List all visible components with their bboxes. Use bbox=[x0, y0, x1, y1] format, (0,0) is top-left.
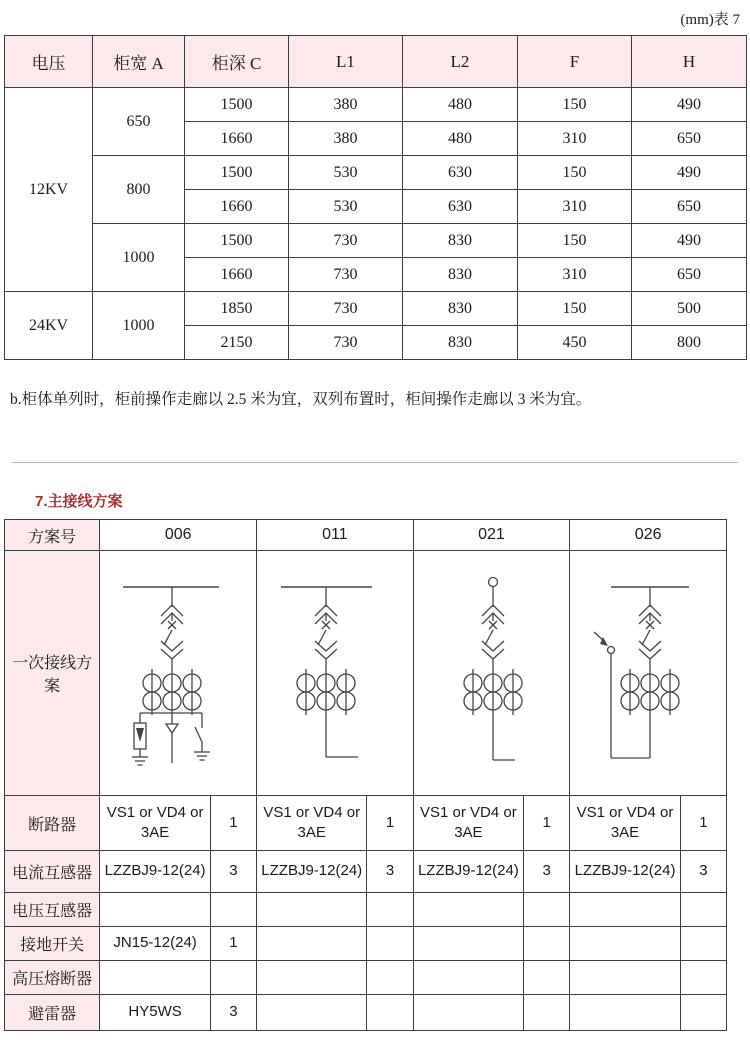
model-cell bbox=[257, 961, 367, 995]
model-cell bbox=[413, 927, 523, 961]
table-cell: 830 bbox=[403, 326, 518, 360]
table-cell: 480 bbox=[403, 88, 518, 122]
table-cell: 500 bbox=[632, 292, 747, 326]
qty-cell bbox=[210, 893, 256, 927]
model-cell: VS1 or VD4 or 3AE bbox=[570, 796, 680, 851]
qty-cell: 1 bbox=[524, 796, 570, 851]
model-cell: LZZBJ9-12(24) bbox=[413, 851, 523, 893]
table-cell: 150 bbox=[518, 292, 632, 326]
model-cell: LZZBJ9-12(24) bbox=[100, 851, 210, 893]
table-cell: 1660 bbox=[185, 122, 289, 156]
model-cell bbox=[257, 927, 367, 961]
model-cell bbox=[413, 995, 523, 1031]
model-cell: HY5WS bbox=[100, 995, 210, 1031]
dimension-table bbox=[4, 35, 747, 360]
qty-cell bbox=[367, 893, 413, 927]
qty-cell bbox=[524, 961, 570, 995]
single-line-diagram-011 bbox=[257, 551, 413, 795]
model-cell bbox=[100, 893, 210, 927]
qty-cell bbox=[680, 995, 726, 1031]
table-cell: 730 bbox=[289, 326, 403, 360]
table-cell: 730 bbox=[289, 224, 403, 258]
table-cell: 310 bbox=[518, 190, 632, 224]
table-cell: 830 bbox=[403, 258, 518, 292]
model-cell bbox=[413, 893, 523, 927]
width-cell-800: 800 bbox=[93, 156, 185, 224]
qty-cell bbox=[680, 961, 726, 995]
table-cell: 450 bbox=[518, 326, 632, 360]
table-cell: 310 bbox=[518, 258, 632, 292]
component-row-current-transformer bbox=[5, 851, 727, 893]
qty-cell bbox=[367, 961, 413, 995]
col-header-h: H bbox=[632, 36, 747, 88]
qty-cell bbox=[524, 893, 570, 927]
component-row-earthing-switch bbox=[5, 927, 727, 961]
qty-cell: 3 bbox=[210, 851, 256, 893]
table-cell: 150 bbox=[518, 156, 632, 190]
table-cell: 530 bbox=[289, 156, 403, 190]
qty-cell: 3 bbox=[210, 995, 256, 1031]
diagram-cell-006 bbox=[100, 551, 257, 796]
qty-cell: 1 bbox=[680, 796, 726, 851]
table-cell: 1660 bbox=[185, 258, 289, 292]
table-cell: 630 bbox=[403, 156, 518, 190]
col-header-width-a: 柜宽 A bbox=[93, 36, 185, 88]
table-cell: 310 bbox=[518, 122, 632, 156]
table-row bbox=[5, 156, 747, 190]
voltage-cell-24kv: 24KV bbox=[5, 292, 93, 360]
diagram-row-label: 一次接线方案 bbox=[5, 551, 100, 796]
qty-cell bbox=[524, 927, 570, 961]
table-cell: 730 bbox=[289, 292, 403, 326]
single-line-diagram-021 bbox=[414, 551, 570, 795]
table-cell: 650 bbox=[632, 122, 747, 156]
table-cell: 490 bbox=[632, 224, 747, 258]
qty-cell bbox=[524, 995, 570, 1031]
model-cell: LZZBJ9-12(24) bbox=[570, 851, 680, 893]
qty-cell: 1 bbox=[210, 927, 256, 961]
model-cell: JN15-12(24) bbox=[100, 927, 210, 961]
diagram-cell-011 bbox=[257, 551, 414, 796]
qty-cell bbox=[680, 893, 726, 927]
table-cell: 730 bbox=[289, 258, 403, 292]
table-cell: 490 bbox=[632, 88, 747, 122]
table-cell: 480 bbox=[403, 122, 518, 156]
model-cell bbox=[257, 893, 367, 927]
diagram-cell-026 bbox=[570, 551, 727, 796]
model-cell: LZZBJ9-12(24) bbox=[257, 851, 367, 893]
table-row bbox=[5, 292, 747, 326]
table-cell: 630 bbox=[403, 190, 518, 224]
model-cell bbox=[257, 995, 367, 1031]
diagram-cell-021 bbox=[413, 551, 570, 796]
note-b: b.柜体单列时，柜前操作走廊以 2.5 米为宜，双列布置时，柜间操作走廊以 3 米为宜。 bbox=[10, 391, 592, 408]
scheme-table bbox=[4, 519, 727, 1031]
unit-label: (mm)表 7 bbox=[680, 12, 740, 28]
table-cell: 1500 bbox=[185, 88, 289, 122]
qty-cell bbox=[367, 927, 413, 961]
col-header-l2: L2 bbox=[403, 36, 518, 88]
qty-cell: 3 bbox=[680, 851, 726, 893]
table-cell: 650 bbox=[632, 258, 747, 292]
qty-cell bbox=[680, 927, 726, 961]
table-cell: 800 bbox=[632, 326, 747, 360]
table-cell: 380 bbox=[289, 122, 403, 156]
table-cell: 1850 bbox=[185, 292, 289, 326]
scheme-number-011: 011 bbox=[257, 520, 414, 551]
single-line-diagram-026 bbox=[570, 551, 726, 795]
model-cell: VS1 or VD4 or 3AE bbox=[413, 796, 523, 851]
table-cell: 380 bbox=[289, 88, 403, 122]
component-label: 避雷器 bbox=[5, 995, 100, 1031]
qty-cell bbox=[367, 995, 413, 1031]
table-cell: 830 bbox=[403, 292, 518, 326]
component-label: 电流互感器 bbox=[5, 851, 100, 893]
qty-cell: 3 bbox=[367, 851, 413, 893]
model-cell bbox=[570, 961, 680, 995]
model-cell bbox=[570, 995, 680, 1031]
qty-cell: 1 bbox=[367, 796, 413, 851]
voltage-cell-12kv: 12KV bbox=[5, 88, 93, 292]
scheme-number-021: 021 bbox=[413, 520, 570, 551]
qty-cell: 3 bbox=[524, 851, 570, 893]
dimension-table-header-row bbox=[5, 36, 747, 88]
component-row-breaker bbox=[5, 796, 727, 851]
width-cell-650: 650 bbox=[93, 88, 185, 156]
component-label: 电压互感器 bbox=[5, 893, 100, 927]
table-row bbox=[5, 224, 747, 258]
col-header-depth-c: 柜深 C bbox=[185, 36, 289, 88]
table-cell: 150 bbox=[518, 88, 632, 122]
section-title: 7.主接线方案 bbox=[35, 493, 123, 510]
col-header-voltage: 电压 bbox=[5, 36, 93, 88]
scheme-label: 方案号 bbox=[5, 520, 100, 551]
scheme-number-026: 026 bbox=[570, 520, 727, 551]
section-divider bbox=[12, 462, 738, 463]
model-cell: VS1 or VD4 or 3AE bbox=[100, 796, 210, 851]
table-cell: 650 bbox=[632, 190, 747, 224]
model-cell: VS1 or VD4 or 3AE bbox=[257, 796, 367, 851]
table-cell: 830 bbox=[403, 224, 518, 258]
component-label: 接地开关 bbox=[5, 927, 100, 961]
table-cell: 490 bbox=[632, 156, 747, 190]
table-cell: 2150 bbox=[185, 326, 289, 360]
component-row-voltage-transformer bbox=[5, 893, 727, 927]
col-header-f: F bbox=[518, 36, 632, 88]
table-cell: 530 bbox=[289, 190, 403, 224]
width-cell-1000: 1000 bbox=[93, 224, 185, 292]
width-cell-1000-24kv: 1000 bbox=[93, 292, 185, 360]
component-label: 高压熔断器 bbox=[5, 961, 100, 995]
model-cell bbox=[100, 961, 210, 995]
table-row bbox=[5, 88, 747, 122]
model-cell bbox=[570, 893, 680, 927]
model-cell bbox=[570, 927, 680, 961]
component-row-hv-fuse bbox=[5, 961, 727, 995]
component-row-arrester bbox=[5, 995, 727, 1031]
col-header-l1: L1 bbox=[289, 36, 403, 88]
table-cell: 1500 bbox=[185, 224, 289, 258]
scheme-header-row bbox=[5, 520, 727, 551]
component-label: 断路器 bbox=[5, 796, 100, 851]
single-line-diagram-006 bbox=[100, 551, 256, 795]
diagram-row bbox=[5, 551, 727, 796]
table-cell: 1660 bbox=[185, 190, 289, 224]
model-cell bbox=[413, 961, 523, 995]
scheme-number-006: 006 bbox=[100, 520, 257, 551]
qty-cell: 1 bbox=[210, 796, 256, 851]
table-cell: 1500 bbox=[185, 156, 289, 190]
table-cell: 150 bbox=[518, 224, 632, 258]
qty-cell bbox=[210, 961, 256, 995]
